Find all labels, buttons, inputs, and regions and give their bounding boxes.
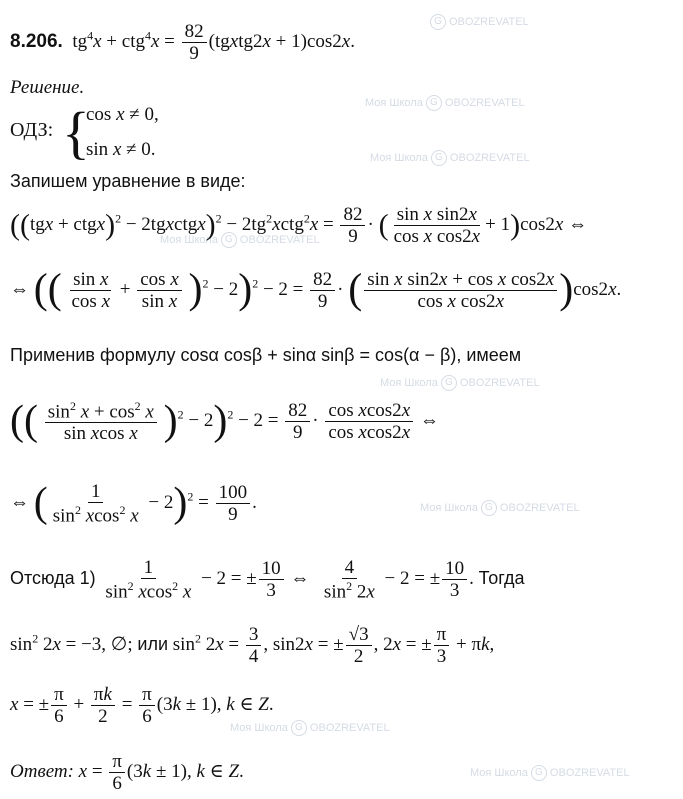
equation-line-6: $\sin^2 2x = -3$, ∅; или $\sin^2 2x$ = $\frac{3}{4}$ , sin2x = ± $\frac{√3}{2}$ , 2x = ± $\frac{\pi}{3}$ + πk, [10,624,495,667]
equation-line-7: x = ± $\frac{\pi}{6}$ + $\frac{\pi k}{2}$ = $\frac{\pi}{6}$ (3k ± 1), k ∈ Z. [10,684,274,727]
watermark: Моя Школа G OBOZREVATEL [380,375,540,391]
problem-number: 8.206. [10,30,63,52]
watermark-logo-icon: G [531,765,547,781]
odz-condition-1: cos x ≠ 0, [86,104,159,125]
watermark-logo-icon: G [426,95,442,111]
equation-line-3: (( $\frac{\sin^2 x + \cos^2 x}{\text{sin xcos x}}$ )$^2$ − 2)$^2$ − 2 = $\frac{82}{9}$ · $\frac{\text{cos xcos2x}}{\text{cos xcos2x}}$ ⇔ [10,397,439,445]
answer-label: Ответ: [10,760,74,782]
watermark-logo-icon: G [221,232,237,248]
watermark: Моя Школа G OBOZREVATEL [420,500,580,516]
watermark-logo-icon: G [441,375,457,391]
watermark: Моя Школа G OBOZREVATEL [370,150,530,166]
equation-line-5: Отсюда 1) $\frac{1}{\sin^2 xcos^2 x}$ − 2 = ± $\frac{10}{3}$ ⇔ $\frac{4}{\sin^2 2x}$ − 2 = ± $\frac{10}{3}$ . Тогда [10,557,525,603]
answer: Ответ: x = $\frac{\pi}{6}$ (3k ± 1), k ∈ Z. [10,751,244,794]
equation-line-1: ((tgx + ctgx)$^2$ − 2tgxctgx)$^2$ − $2tg^2xctg^2x$ = $\frac{82}{9}$ · ( $\frac{\text{sin x sin2x}}{\text{cos x cos2x}}$ + 1)cos2x ⇔ [10,204,588,247]
watermark: Моя Школа G OBOZREVATEL [470,765,630,781]
formula-text: Применив формулу cosα cosβ + sinα sinβ = cos(α − β), имеем [10,345,522,365]
rewrite-text: Запишем уравнение в виде: [10,171,246,191]
odz-condition-2: sin x ≠ 0. [86,139,156,160]
watermark-logo-icon: G [291,720,307,736]
watermark: Моя Школа G OBOZREVATEL [365,95,525,111]
watermark-logo-icon: G [481,500,497,516]
problem-statement: 8.206. $tg^4x + ctg^4x$ = $\frac{82}{9}$ (tgxtg2x + 1)cos2x. [10,21,355,64]
equation-line-2: ⇔ (( $\frac{\text{sin x}}{\text{cos x}}$ + $\frac{\text{cos x}}{\text{sin x}}$ )$^2$ − 2)$^2$ − 2 = $\frac{82}{9}$ · ( $\frac{\text{sin x sin2x + cos x cos2x}}{\text{cos x cos2x}}$ )cos2x. [10,266,622,313]
watermark: Моя Школа G OBOZREVATEL [230,720,390,736]
equation-line-4: ⇔ ( $\frac{1}{\sin^2 xcos^2 x}$ − 2)$^2$ = $\frac{100}{9}$ . [10,479,257,527]
watermark: Моя Школа G OBOZREVATEL [160,232,320,248]
watermark: G OBOZREVATEL [430,14,529,30]
watermark-logo-icon: G [430,14,446,30]
solution-label: Решение. [10,77,85,98]
system-brace: { [62,100,90,165]
odz-label: ОДЗ: [10,119,54,141]
watermark-logo-icon: G [431,150,447,166]
